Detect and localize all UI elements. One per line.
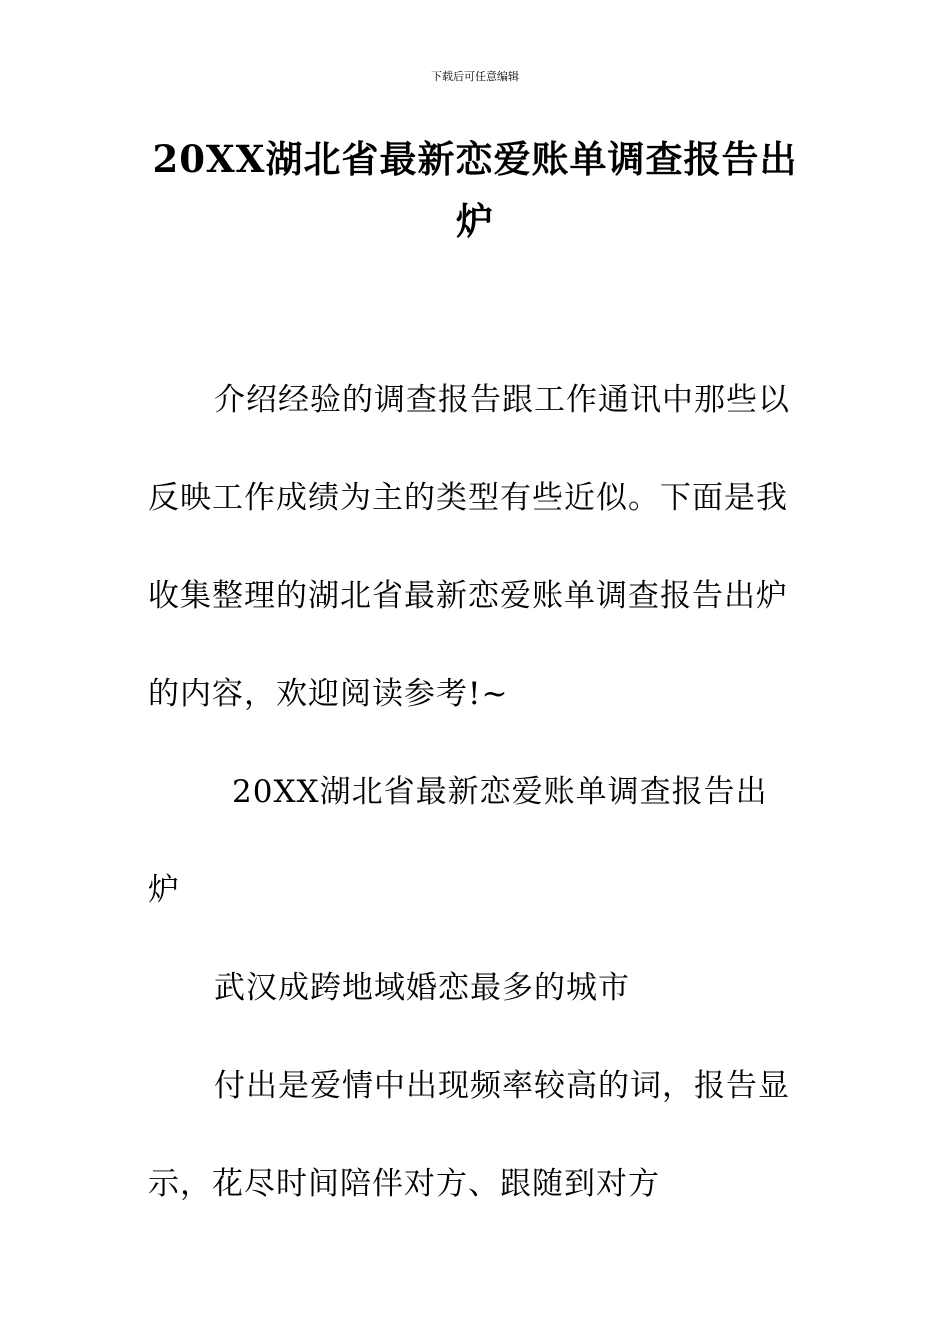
paragraph-content: 付出是爱情中出现频率较高的词，报告显示，花尽时间陪伴对方、跟随到对方: [148, 1068, 790, 1202]
paragraph-subtitle: 20XX湖北省最新恋爱账单调查报告出炉: [148, 774, 768, 908]
header-note: 下载后可任意编辑: [431, 70, 519, 83]
paragraph-heading: 武汉成跨地域婚恋最多的城市: [214, 970, 630, 1006]
paragraph-intro: 介绍经验的调查报告跟工作通讯中那些以反映工作成绩为主的类型有些近似。下面是我收集整理的湖北省最新恋爱账单调查报告出炉的内容，欢迎阅读参考!~: [148, 382, 790, 712]
document-title: 20XX湖北省最新恋爱账单调查报告出炉: [152, 137, 798, 243]
document-body: [148, 351, 798, 1233]
